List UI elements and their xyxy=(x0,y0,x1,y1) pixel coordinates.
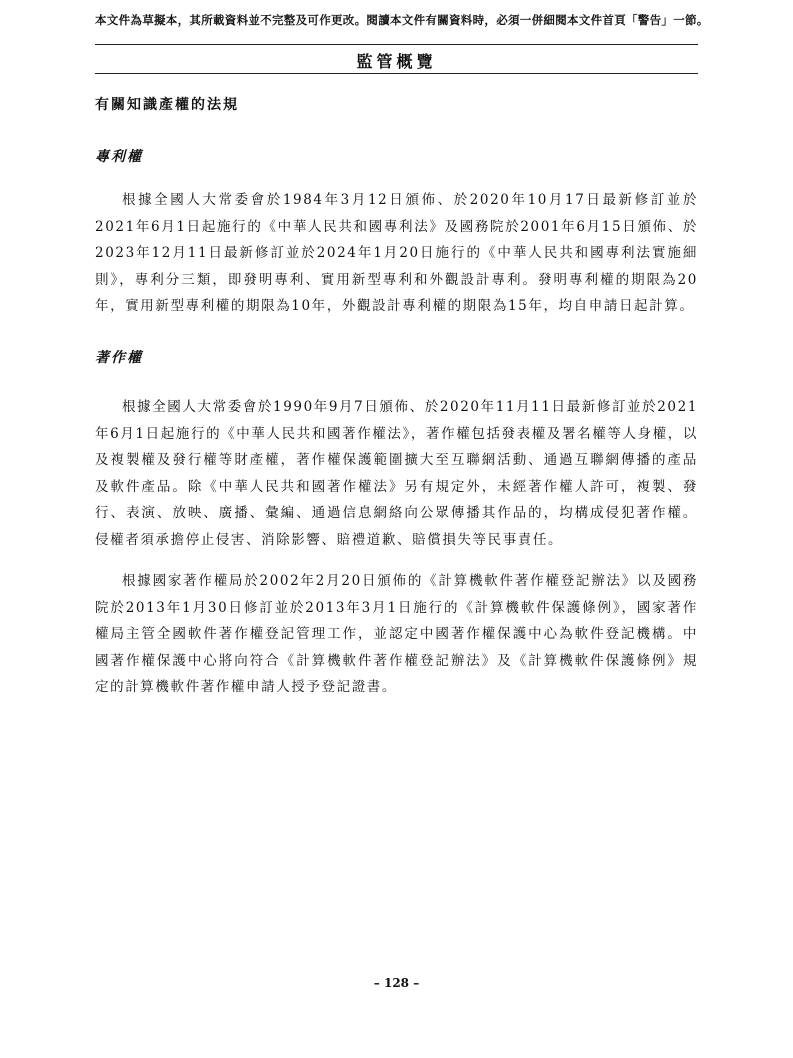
header-rule-bottom xyxy=(95,73,698,74)
copyright-paragraph-1: 根據全國人大常委會於1990年9月7日頒佈、於2020年11月11日最新修訂並於2021年6月1日起施行的《中華人民共和國著作權法》，著作權包括發表權及署名權等人身權，以及複製權及發行權等財產權，著作權保護範圍擴大至互聯網活動、通過互聯網傳播的產品及軟件產品。除《中華人民共和國著作權法》另有規定外，未經著作權人許可，複製、發行、表演、放映、廣播、彙編、通過信息網絡向公眾傳播其作品的，均構成侵犯著作權。侵權者須承擔停止侵害、消除影響、賠禮道歉、賠償損失等民事責任。 xyxy=(95,399,699,548)
header-rule-top xyxy=(95,44,698,45)
page-number: – 128 – xyxy=(373,976,420,990)
patent-paragraph: 根據全國人大常委會於1984年3月12日頒佈、於2020年10月17日最新修訂並於2021年6月1日起施行的《中華人民共和國專利法》及國務院於2001年6月15日頒佈、於2023年12月11日最新修訂並於2024年1月20日施行的《中華人民共和國專利法實施細則》，專利分三類，即發明專利、實用新型專利和外觀設計專利。發明專利權的期限為20年，實用新型專利權的期限為10年，外觀設計專利權的期限為15年，均自申請日起計算。 xyxy=(95,192,698,314)
patent-subheading: 專利權 xyxy=(95,149,143,165)
section-title: 監管概覽 xyxy=(356,52,437,71)
ip-regulations-heading: 有關知識產權的法規 xyxy=(95,97,239,113)
draft-warning-notice: 本文件為草擬本，其所載資料並不完整及可作更改。閱讀本文件有關資料時，必須一併細閱本文件首頁「警告」一節。 xyxy=(95,13,709,27)
copyright-subheading: 著作權 xyxy=(95,350,143,366)
copyright-paragraph-2: 根據國家著作權局於2002年2月20日頒佈的《計算機軟件著作權登記辦法》以及國務院於2013年1月30日修訂並於2013年3月1日施行的《計算機軟件保護條例》，國家著作權局主管全國軟件著作權登記管理工作，並認定中國著作權保護中心為軟件登記機構。中國著作權保護中心將向符合《計算機軟件著作權登記辦法》及《計算機軟件保護條例》規定的計算機軟件著作權申請人授予登記證書。 xyxy=(95,573,698,695)
